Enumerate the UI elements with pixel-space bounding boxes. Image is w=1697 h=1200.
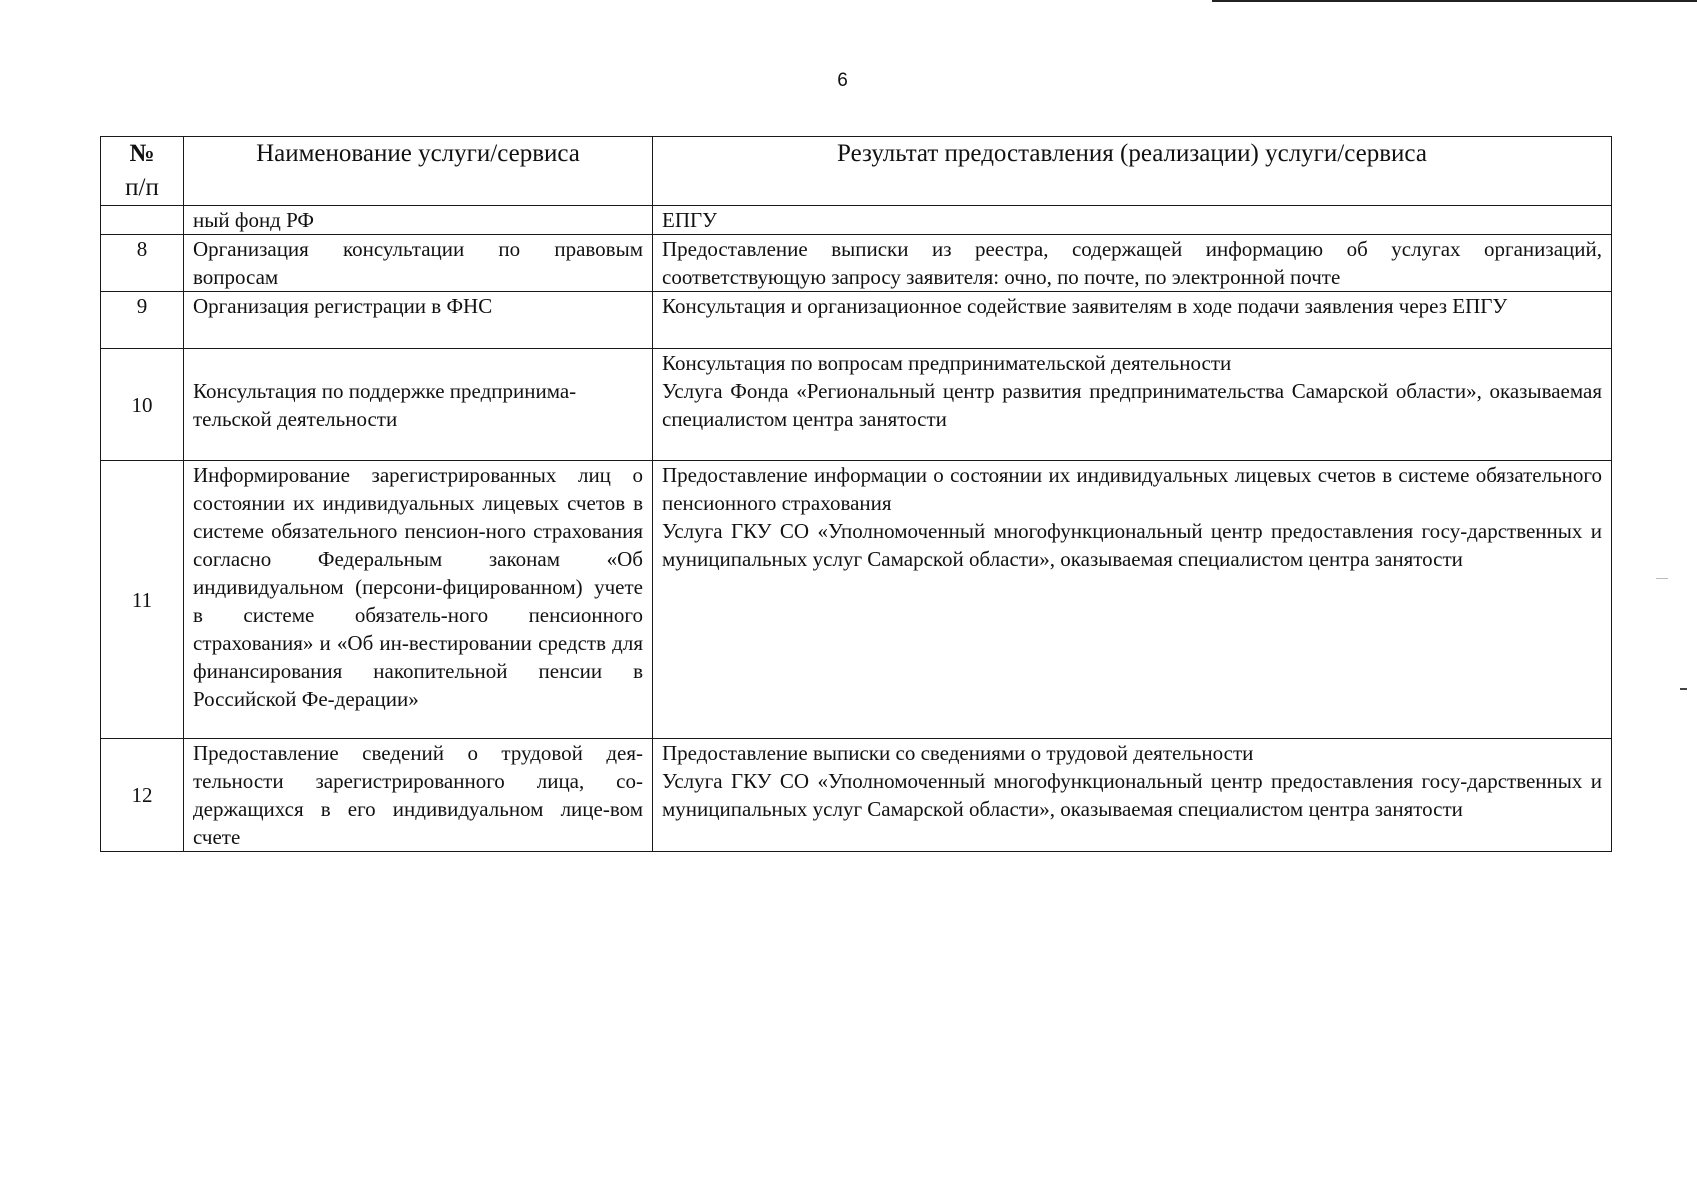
row-number: 8: [101, 235, 184, 292]
header-number-abbr: п/п: [125, 174, 159, 201]
result-text: Предоставление выписки из реестра, содержащей информацию об услугах организаций, соответствующую запросу заявителя: очно, по почте, по электронной почте: [662, 237, 1602, 289]
scan-border-line: [1212, 0, 1697, 2]
service-result: [653, 461, 1612, 739]
result-text: Услуга ГКУ СО «Уполномоченный многофункциональный центр предоставления госу-дарственных и муниципальных услуг Самарской области», оказываемая специалистом центра занятости: [662, 519, 1602, 571]
result-text: ЕПГУ: [662, 208, 718, 232]
service-result: [653, 235, 1612, 292]
service-result: [653, 292, 1612, 349]
services-table: [100, 136, 1612, 852]
service-name: Организация регистрации в ФНС: [184, 292, 653, 349]
service-result: [653, 739, 1612, 852]
service-name: Организация консультации по правовым вопросам: [184, 235, 653, 292]
header-number-symbol: №: [129, 140, 155, 167]
scan-artifact: [1656, 578, 1668, 579]
header-service-name: Наименование услуги/сервиса: [184, 137, 653, 206]
service-name: ный фонд РФ: [184, 206, 653, 235]
scan-artifact: [1680, 688, 1687, 690]
service-result: [653, 206, 1612, 235]
row-number: 11: [101, 461, 184, 739]
result-text: Предоставление информации о состоянии их индивидуальных лицевых счетов в системе обязательного пенсионного страхования: [662, 463, 1602, 515]
table-header-row: [101, 137, 1612, 206]
result-text: Услуга ГКУ СО «Уполномоченный многофункциональный центр предоставления госу-дарственных и муниципальных услуг Самарской области», оказываемая специалистом центра занятости: [662, 769, 1602, 821]
header-number: [101, 137, 184, 206]
table-row: [101, 349, 1612, 461]
table-row: [101, 292, 1612, 349]
service-name: Предоставление сведений о трудовой дея-тельности зарегистрированного лица, со-держащихся в его индивидуальном лице-вом счете: [184, 739, 653, 852]
row-number: [101, 206, 184, 235]
table-row: [101, 206, 1612, 235]
row-number: 12: [101, 739, 184, 852]
table-row: [101, 739, 1612, 852]
result-text: Консультация по вопросам предпринимательской деятельности: [662, 351, 1232, 375]
row-number: 10: [101, 349, 184, 461]
row-number: 9: [101, 292, 184, 349]
service-name: Информирование зарегистрированных лиц о состоянии их индивидуальных лицевых счетов в системе обязательного пенсион-ного страхования согласно Федеральным законам «Об индивидуальном (персони-фицированном) учете в системе обязатель-ного пенсионного страхования» и «Об ин-вестировании средств для финансирования накопительной пенсии в Российской Фе-дерации»: [184, 461, 653, 739]
result-text: Предоставление выписки со сведениями о трудовой деятельности: [662, 741, 1254, 765]
table-row: [101, 461, 1612, 739]
result-text: Услуга Фонда «Региональный центр развития предпринимательства Самарской области», оказываемая специалистом центра занятости: [662, 379, 1602, 431]
service-result: [653, 349, 1612, 461]
page-number: 6: [837, 70, 848, 91]
table-row: [101, 235, 1612, 292]
result-text: Консультация и организационное содействие заявителям в ходе подачи заявления через ЕПГУ: [662, 294, 1508, 318]
service-name: Консультация по поддержке предпринима-тельской деятельности: [184, 349, 653, 461]
header-service-result: Результат предоставления (реализации) услуги/сервиса: [653, 137, 1612, 206]
